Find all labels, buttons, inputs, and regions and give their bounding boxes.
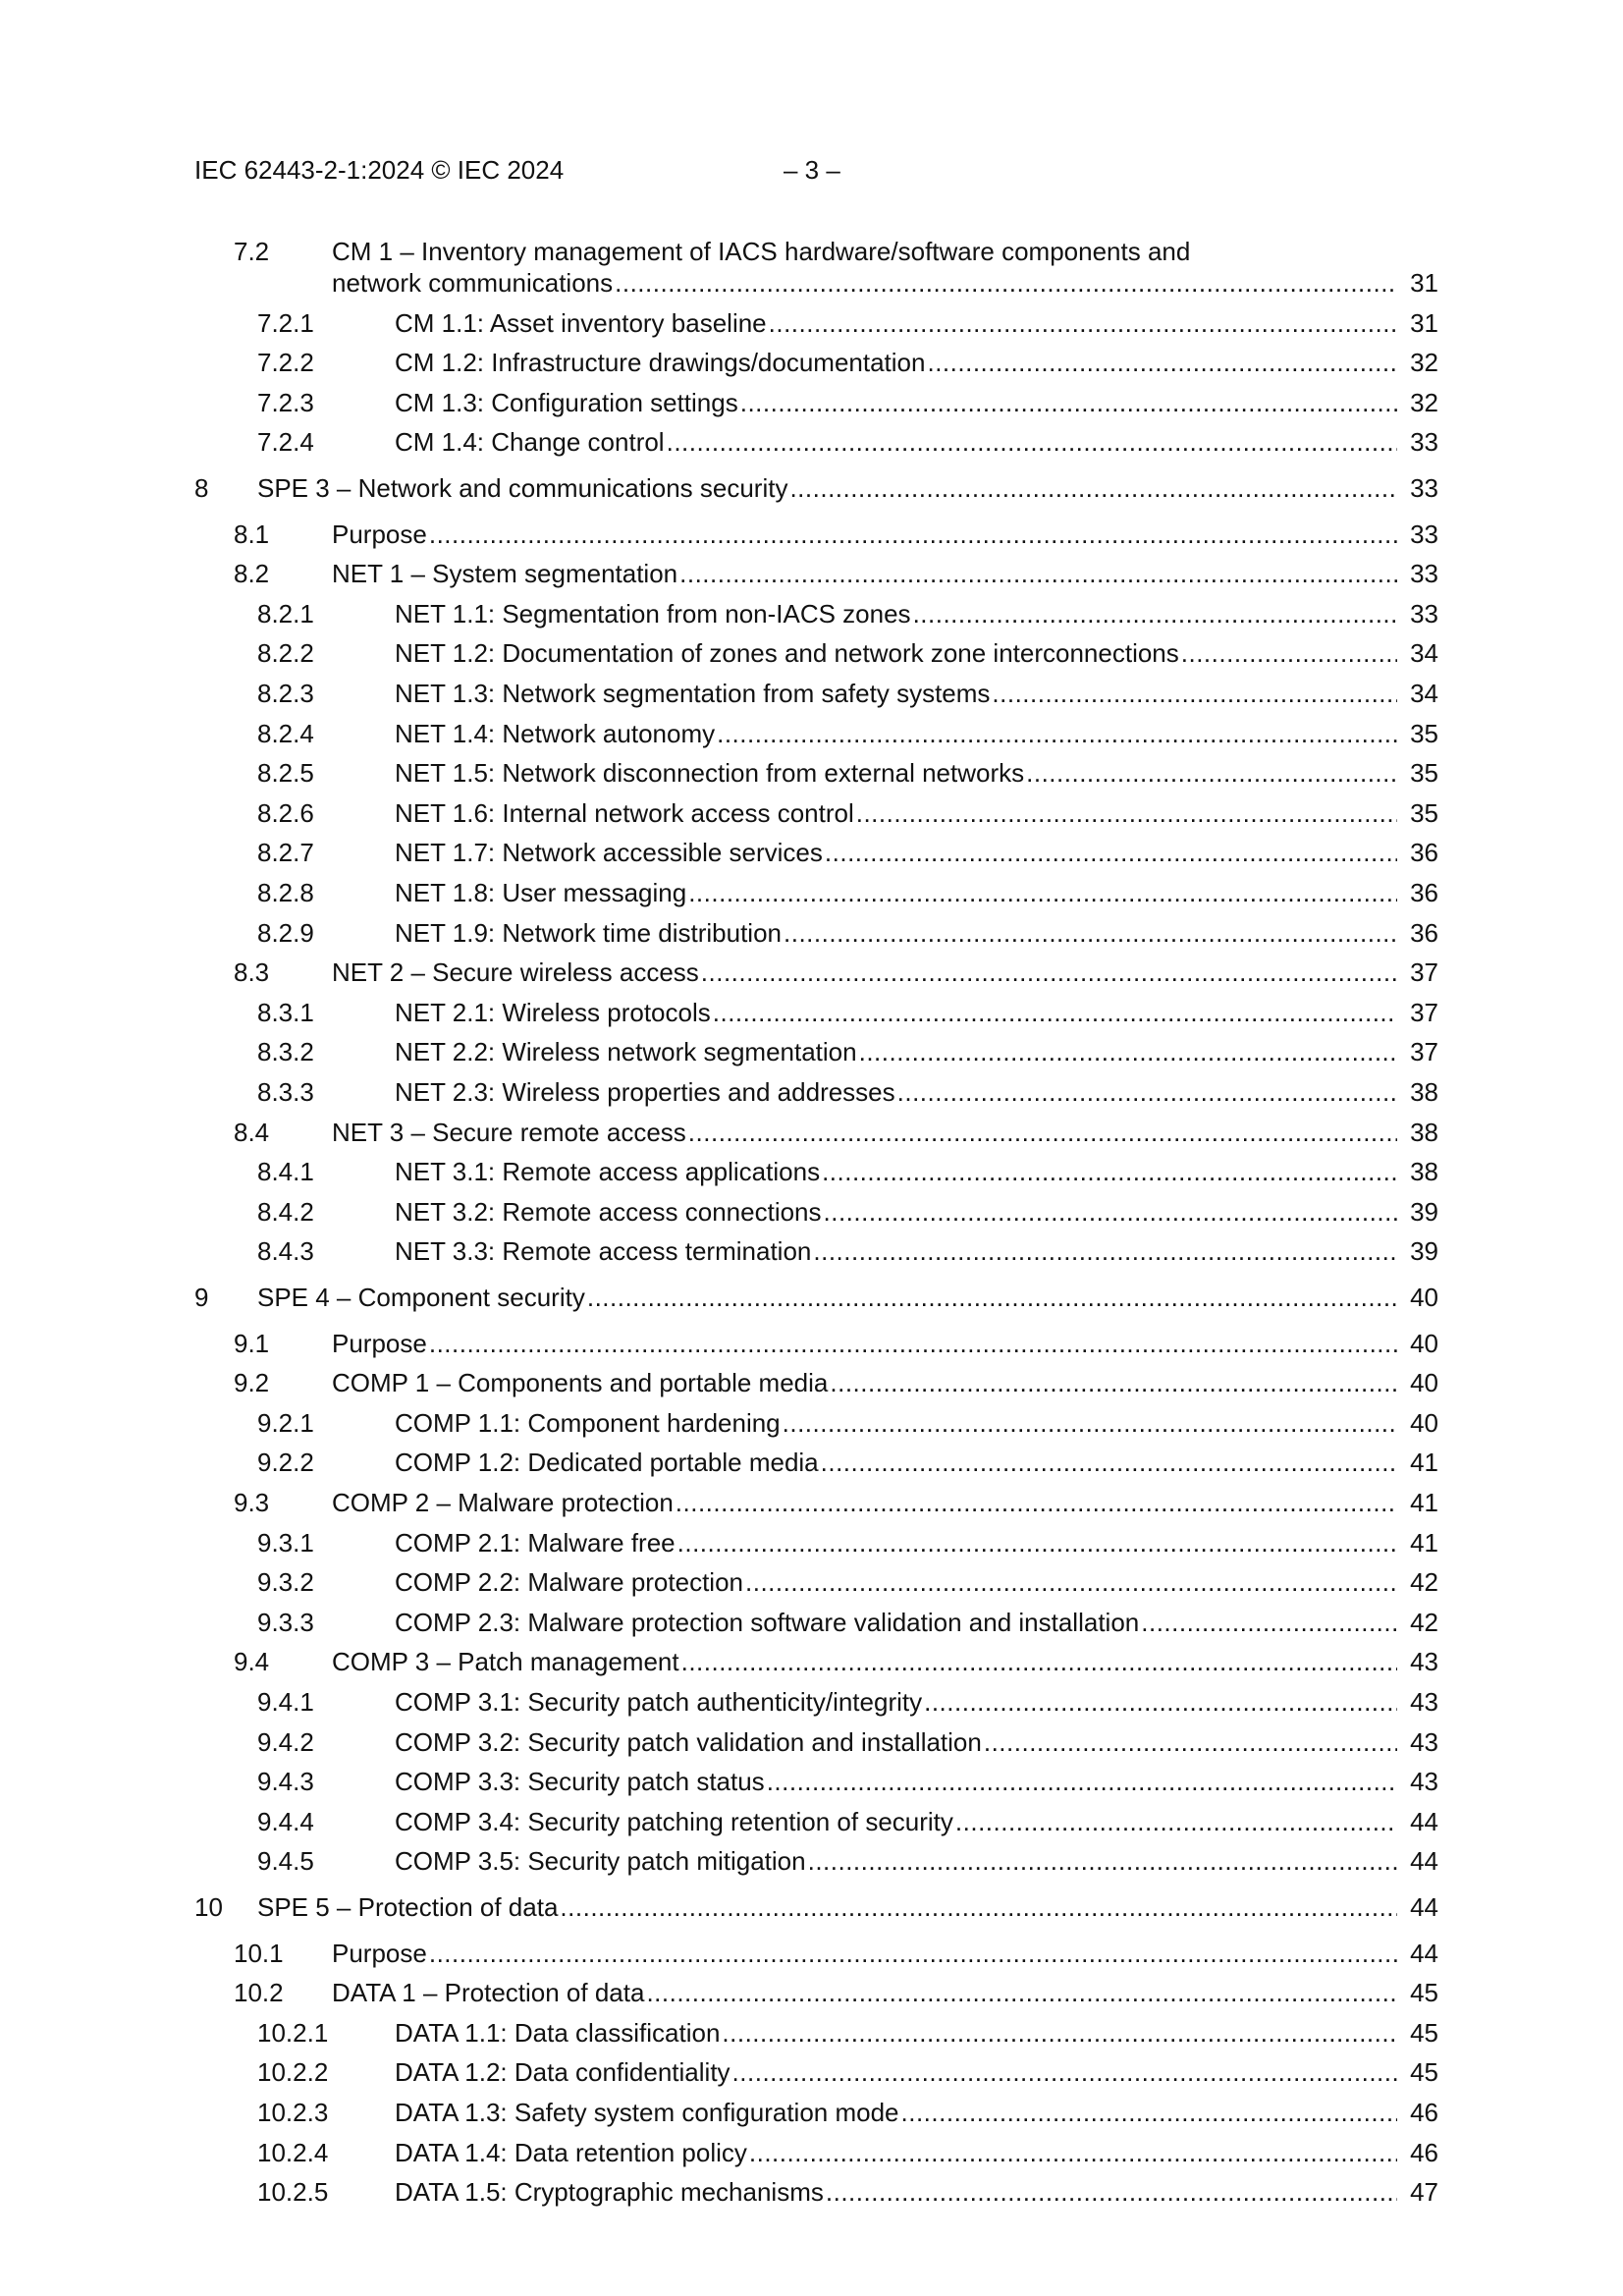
toc-page-number: 33 [1410, 598, 1438, 629]
toc-entry-title: SPE 5 – Protection of data [257, 1892, 559, 1922]
toc-page-number: 44 [1410, 1846, 1438, 1877]
toc-page-number: 35 [1410, 797, 1438, 828]
toc-page-number: 38 [1410, 1117, 1438, 1147]
toc-entry-line [395, 1154, 1438, 1189]
toc-entry-number: 8 [194, 473, 209, 503]
toc-entry-number: 9 [194, 1283, 209, 1312]
toc-leader-dots [688, 1115, 1397, 1150]
toc-leader-dots [924, 1684, 1397, 1720]
toc-entry-number: 8.3 [234, 957, 270, 988]
toc-entry-number: 8.2.9 [257, 917, 314, 948]
toc-entry-title: COMP 3.5: Security patch mitigation [395, 1846, 806, 1877]
toc-entry[interactable] [0, 1644, 1623, 1679]
toc-entry[interactable] [0, 1975, 1623, 2010]
toc-leader-dots [429, 1326, 1397, 1361]
toc-entry-number: 8.2.3 [257, 679, 314, 708]
toc-entry-title: NET 2.2: Wireless network segmentation [395, 1037, 857, 1067]
toc-entry-line [395, 755, 1438, 791]
toc-leader-dots [824, 1194, 1397, 1230]
toc-entry-title: DATA 1.4: Data retention policy [395, 2137, 747, 2167]
toc-entry-number: 7.2.2 [257, 348, 314, 378]
toc-entry[interactable] [0, 1936, 1623, 1971]
toc-page-number: 43 [1410, 1647, 1438, 1677]
toc-entry-title: CM 1.2: Infrastructure drawings/documentation [395, 348, 926, 378]
toc-page-number: 39 [1410, 1236, 1438, 1267]
toc-page-number: 41 [1410, 1527, 1438, 1558]
toc-leader-dots [897, 1074, 1397, 1110]
toc-page-number: 44 [1410, 1892, 1438, 1922]
toc-entry-number: 9.4.4 [257, 1806, 314, 1836]
toc-page-number: 33 [1410, 559, 1438, 589]
toc-entry-number: 9.3 [234, 1488, 270, 1517]
toc-entry[interactable] [0, 265, 1623, 301]
toc-page-number: 45 [1410, 1978, 1438, 2008]
toc-entry-line [332, 955, 1438, 990]
toc-leader-dots [783, 1405, 1397, 1441]
toc-entry-title: DATA 1.2: Data confidentiality [395, 2057, 730, 2088]
toc-entry-number: 8.2 [234, 559, 270, 589]
toc-entry-line [395, 1804, 1438, 1839]
toc-entry[interactable] [0, 556, 1623, 591]
toc-entry-line [395, 676, 1438, 711]
toc-entry-title: NET 3.3: Remote access termination [395, 1236, 812, 1267]
toc-entry-number: 8.4 [234, 1117, 270, 1147]
toc-page-number: 40 [1410, 1368, 1438, 1398]
toc-leader-dots [784, 915, 1397, 951]
toc-page-number: 44 [1410, 1938, 1438, 1968]
toc-leader-dots [767, 1764, 1397, 1799]
toc-page-number: 33 [1410, 473, 1438, 503]
toc-entry-title: Purpose [332, 519, 427, 549]
toc-entry-line [395, 1074, 1438, 1110]
toc-entry-line [395, 795, 1438, 831]
toc-leader-dots [856, 795, 1397, 831]
toc-entry-line [395, 1034, 1438, 1069]
toc-entry[interactable] [0, 1684, 1623, 1720]
toc-entry-title: network communications [332, 268, 614, 298]
toc-entry-title: COMP 2.3: Malware protection software validation and installation [395, 1607, 1140, 1637]
toc-entry[interactable] [0, 596, 1623, 631]
toc-entry-title: NET 2.1: Wireless protocols [395, 997, 711, 1027]
toc-entry-number: 7.2.3 [257, 387, 314, 417]
toc-entry-line [395, 835, 1438, 870]
toc-entry-number: 10.2.1 [257, 2017, 329, 2048]
toc-entry[interactable] [0, 1233, 1623, 1269]
toc-entry[interactable] [0, 2135, 1623, 2170]
toc-entry-title: COMP 2 – Malware protection [332, 1488, 674, 1517]
toc-entry-title: NET 2 – Secure wireless access [332, 957, 699, 988]
toc-entry-title: COMP 3.3: Security patch status [395, 1767, 765, 1797]
toc-entry[interactable] [0, 1365, 1623, 1400]
toc-entry-title: COMP 3.2: Security patch validation and installation [395, 1726, 982, 1757]
toc-leader-dots [992, 676, 1397, 711]
toc-entry[interactable] [0, 1764, 1623, 1799]
toc-page-number: 33 [1410, 427, 1438, 458]
toc-entry-line [395, 385, 1438, 420]
toc-entry-line [257, 470, 1438, 506]
toc-entry-title: Purpose [332, 1328, 427, 1358]
toc-page-number: 41 [1410, 1488, 1438, 1517]
toc-leader-dots [560, 1889, 1397, 1925]
toc-leader-dots [667, 424, 1397, 460]
toc-entry-number: 8.3.2 [257, 1037, 314, 1067]
toc-entry[interactable] [0, 755, 1623, 791]
toc-entry[interactable] [0, 1074, 1623, 1110]
toc-entry-number: 10.1 [234, 1938, 284, 1968]
toc-entry-title: COMP 3.1: Security patch authenticity/integrity [395, 1687, 923, 1717]
toc-entry-title: SPE 3 – Network and communications security [257, 473, 788, 503]
toc-entry-number: 9.4.3 [257, 1767, 314, 1797]
toc-entry-title: COMP 1 – Components and portable media [332, 1368, 829, 1398]
toc-entry[interactable] [0, 716, 1623, 751]
toc-entry-number: 8.2.4 [257, 718, 314, 748]
toc-entry[interactable] [0, 1525, 1623, 1560]
toc-entry-number: 8.4.3 [257, 1236, 314, 1267]
toc-page-number: 35 [1410, 758, 1438, 789]
toc-leader-dots [646, 1975, 1397, 2010]
toc-entry-title: CM 1.3: Configuration settings [395, 387, 738, 417]
toc-entry-number: 8.2.2 [257, 638, 314, 669]
toc-entry-heading[interactable] [0, 234, 1623, 269]
toc-leader-dots [1026, 755, 1397, 791]
toc-leader-dots [927, 345, 1397, 380]
toc-leader-dots [615, 265, 1397, 301]
toc-entry-number: 9.2 [234, 1368, 270, 1398]
toc-page-number: 32 [1410, 387, 1438, 417]
toc-entry-line [332, 1115, 1438, 1150]
toc-entry-title: COMP 1.2: Dedicated portable media [395, 1448, 819, 1478]
toc-entry-number: 8.3.1 [257, 997, 314, 1027]
toc-page-number: 33 [1410, 519, 1438, 549]
toc-entry-title: DATA 1 – Protection of data [332, 1978, 645, 2008]
toc-entry-title: NET 1.7: Network accessible services [395, 838, 823, 868]
toc-page-number: 43 [1410, 1767, 1438, 1797]
toc-entry-line [332, 1975, 1438, 2010]
toc-page-number: 38 [1410, 1077, 1438, 1107]
toc-entry-line [395, 2174, 1438, 2210]
toc-leader-dots [1141, 1605, 1397, 1640]
toc-entry[interactable] [0, 1326, 1623, 1361]
toc-page-number: 39 [1410, 1196, 1438, 1227]
toc-entry-title: NET 3.2: Remote access connections [395, 1196, 822, 1227]
toc-entry-title: NET 1.1: Segmentation from non-IACS zones [395, 598, 911, 629]
toc-entry-number: 9.3.2 [257, 1567, 314, 1598]
toc-leader-dots [913, 596, 1397, 631]
toc-entry-line [395, 305, 1438, 341]
toc-entry[interactable] [0, 995, 1623, 1030]
toc-leader-dots [745, 1564, 1397, 1600]
toc-entry-line [332, 1936, 1438, 1971]
toc-entry-number: 7.2.1 [257, 307, 314, 338]
toc-entry-number: 8.3.3 [257, 1077, 314, 1107]
toc-leader-dots [688, 875, 1397, 910]
toc-leader-dots [713, 995, 1397, 1030]
toc-entry-title: COMP 1.1: Component hardening [395, 1407, 781, 1438]
toc-leader-dots [830, 1365, 1397, 1400]
toc-entry[interactable] [0, 1564, 1623, 1600]
toc-entry-title: NET 3 – Secure remote access [332, 1117, 686, 1147]
toc-entry-title: NET 3.1: Remote access applications [395, 1157, 821, 1187]
toc-page-number: 37 [1410, 997, 1438, 1027]
toc-entry-line [395, 1764, 1438, 1799]
toc-page-number: 38 [1410, 1157, 1438, 1187]
toc-entry-title: NET 1 – System segmentation [332, 559, 678, 589]
toc-entry-title: DATA 1.3: Safety system configuration mode [395, 2098, 899, 2127]
toc-entry[interactable] [0, 1605, 1623, 1640]
toc-entry-title: NET 1.5: Network disconnection from external networks [395, 758, 1025, 789]
toc-entry-number: 9.4.2 [257, 1726, 314, 1757]
toc-entry[interactable] [0, 517, 1623, 552]
toc-entry[interactable] [0, 835, 1623, 870]
toc-entry[interactable] [0, 305, 1623, 341]
toc-entry-line [332, 1326, 1438, 1361]
toc-page-number: 35 [1410, 718, 1438, 748]
toc-leader-dots [955, 1804, 1397, 1839]
toc-entry-number: 10.2.5 [257, 2177, 329, 2208]
toc-entry-line [257, 1280, 1438, 1315]
toc-leader-dots [676, 1485, 1397, 1520]
toc-entry-title: NET 1.4: Network autonomy [395, 718, 716, 748]
toc-entry-line [395, 1724, 1438, 1760]
toc-entry-line [395, 2135, 1438, 2170]
toc-page-number: 46 [1410, 2098, 1438, 2127]
toc-entry[interactable] [0, 1889, 1623, 1925]
toc-entry-title: COMP 3.4: Security patching retention of security [395, 1806, 953, 1836]
toc-page-number: 37 [1410, 957, 1438, 988]
toc-page-number: 40 [1410, 1283, 1438, 1312]
toc-entry-title: CM 1.4: Change control [395, 427, 665, 458]
toc-entry-line [395, 1684, 1438, 1720]
toc-entry-line [395, 345, 1438, 380]
toc-entry-title: DATA 1.1: Data classification [395, 2017, 721, 2048]
toc-entry-title: COMP 2.2: Malware protection [395, 1567, 743, 1598]
toc-leader-dots [826, 2174, 1397, 2210]
toc-leader-dots [740, 385, 1397, 420]
toc-entry[interactable] [0, 875, 1623, 910]
toc-entry[interactable] [0, 1280, 1623, 1315]
toc-entry-line [395, 1194, 1438, 1230]
toc-entry[interactable] [0, 345, 1623, 380]
toc-leader-dots [722, 2015, 1397, 2050]
toc-entry-number: 9.4 [234, 1647, 270, 1677]
toc-page-number: 31 [1410, 307, 1438, 338]
toc-entry-title: SPE 4 – Component security [257, 1283, 585, 1312]
toc-leader-dots [769, 305, 1397, 341]
toc-entry[interactable] [0, 2174, 1623, 2210]
toc-entry-line [395, 635, 1438, 671]
toc-page-number: 43 [1410, 1687, 1438, 1717]
page-header [194, 155, 882, 191]
toc-leader-dots [587, 1280, 1397, 1315]
toc-page-number: 44 [1410, 1806, 1438, 1836]
toc-entry-number: 10.2.2 [257, 2057, 329, 2088]
toc-entry-number: 9.2.1 [257, 1407, 314, 1438]
toc-entry[interactable] [0, 1154, 1623, 1189]
toc-entry-number: 8.2.5 [257, 758, 314, 789]
toc-entry-line [395, 424, 1438, 460]
toc-leader-dots [679, 556, 1397, 591]
toc-page-number: 36 [1410, 878, 1438, 907]
toc-entry-number: 8.2.1 [257, 598, 314, 629]
toc-entry-line [332, 1644, 1438, 1679]
toc-leader-dots [749, 2135, 1397, 2170]
toc-entry-line [332, 556, 1438, 591]
toc-entry-title: COMP 3 – Patch management [332, 1647, 679, 1677]
toc-page-number: 45 [1410, 2057, 1438, 2088]
toc-page-number: 34 [1410, 679, 1438, 708]
toc-leader-dots [984, 1724, 1397, 1760]
toc-entry-number: 8.2.6 [257, 797, 314, 828]
toc-entry-title: COMP 2.1: Malware free [395, 1527, 676, 1558]
toc-entry[interactable] [0, 385, 1623, 420]
toc-entry-title: CM 1.1: Asset inventory baseline [395, 307, 767, 338]
toc-entry-number: 9.2.2 [257, 1448, 314, 1478]
toc-entry-line [395, 915, 1438, 951]
toc-entry[interactable] [0, 1485, 1623, 1520]
toc-page-number: 42 [1410, 1607, 1438, 1637]
toc-leader-dots [429, 517, 1397, 552]
toc-entry-line [395, 2015, 1438, 2050]
toc-entry[interactable] [0, 1724, 1623, 1760]
toc-page-number: 46 [1410, 2137, 1438, 2167]
toc-entry-title: DATA 1.5: Cryptographic mechanisms [395, 2177, 824, 2208]
toc-entry-title: NET 2.3: Wireless properties and addresses [395, 1077, 895, 1107]
toc-leader-dots [677, 1525, 1397, 1560]
toc-leader-dots [808, 1843, 1397, 1879]
toc-page-number: 36 [1410, 838, 1438, 868]
toc-entry-title: NET 1.2: Documentation of zones and network zone interconnections [395, 638, 1179, 669]
toc-page-number: 41 [1410, 1448, 1438, 1478]
toc-leader-dots [859, 1034, 1397, 1069]
toc-leader-dots [813, 1233, 1397, 1269]
toc-entry-line [395, 875, 1438, 910]
toc-entry[interactable] [0, 470, 1623, 506]
toc-page-number: 47 [1410, 2177, 1438, 2208]
toc-entry-line [395, 1605, 1438, 1640]
toc-entry-number: 9.3.3 [257, 1607, 314, 1637]
toc-entry[interactable] [0, 1445, 1623, 1480]
toc-entry-line [395, 1843, 1438, 1879]
toc-leader-dots [789, 470, 1397, 506]
toc-entry[interactable] [0, 2015, 1623, 2050]
toc-entry[interactable] [0, 795, 1623, 831]
toc-entry[interactable] [0, 2095, 1623, 2130]
toc-entry[interactable] [0, 2054, 1623, 2090]
toc-entry-number: 9.4.5 [257, 1846, 314, 1877]
toc-entry-number: 8.4.2 [257, 1196, 314, 1227]
toc-entry[interactable] [0, 1115, 1623, 1150]
toc-entry-title: NET 1.6: Internal network access control [395, 797, 854, 828]
toc-entry-number: 8.2.8 [257, 878, 314, 907]
toc-entry[interactable] [0, 1843, 1623, 1879]
toc-entry-line [395, 1233, 1438, 1269]
toc-entry-line [395, 716, 1438, 751]
toc-entry-number: 8.1 [234, 519, 270, 549]
toc-leader-dots [681, 1644, 1397, 1679]
toc-entry-number: 10 [194, 1892, 223, 1922]
toc-entry-number: 9.4.1 [257, 1687, 314, 1717]
toc-entry-line [395, 1564, 1438, 1600]
toc-leader-dots [717, 716, 1397, 751]
toc-entry-number: 9.1 [234, 1328, 270, 1358]
toc-entry-title: NET 1.8: User messaging [395, 878, 687, 907]
toc-entry[interactable] [0, 955, 1623, 990]
toc-leader-dots [429, 1936, 1397, 1971]
toc-leader-dots [822, 1154, 1397, 1189]
toc-entry-number: 7.2.4 [257, 427, 314, 458]
toc-entry-number: 7.2 [234, 237, 270, 266]
toc-page-number: 36 [1410, 917, 1438, 948]
toc-entry-line [395, 1445, 1438, 1480]
header-page-number: – 3 – [784, 155, 840, 185]
toc-page-number: 43 [1410, 1726, 1438, 1757]
toc-entry-line [395, 995, 1438, 1030]
toc-entry-line [395, 1405, 1438, 1441]
toc-leader-dots [732, 2054, 1397, 2090]
toc-leader-dots [1181, 635, 1397, 671]
toc-entry-line [332, 1485, 1438, 1520]
toc-entry-line [332, 517, 1438, 552]
toc-entry[interactable] [0, 676, 1623, 711]
toc-entry[interactable] [0, 1194, 1623, 1230]
toc-entry-line [257, 1889, 1438, 1925]
toc-page-number: 34 [1410, 638, 1438, 669]
toc-entry[interactable] [0, 424, 1623, 460]
toc-page-number: 31 [1410, 268, 1438, 298]
toc-entry-number: 10.2 [234, 1978, 284, 2008]
toc-entry-line [395, 2095, 1438, 2130]
toc-page-number: 40 [1410, 1407, 1438, 1438]
toc-page-number: 42 [1410, 1567, 1438, 1598]
toc-entry-line [395, 2054, 1438, 2090]
toc-entry-number: 8.2.7 [257, 838, 314, 868]
toc-entry-line [332, 265, 1438, 301]
toc-entry[interactable] [0, 635, 1623, 671]
toc-entry-line [395, 1525, 1438, 1560]
toc-page-number: 45 [1410, 2017, 1438, 2048]
toc-entry-line [332, 1365, 1438, 1400]
toc-entry-number: 8.4.1 [257, 1157, 314, 1187]
toc-page-number: 40 [1410, 1328, 1438, 1358]
header-standard-id: IEC 62443-2-1:2024 © IEC 2024 [194, 155, 565, 185]
toc-entry-number: 10.2.4 [257, 2137, 329, 2167]
toc-entry-number: 9.3.1 [257, 1527, 314, 1558]
toc-entry[interactable] [0, 1034, 1623, 1069]
toc-entry-line [395, 596, 1438, 631]
toc-entry-title: Purpose [332, 1938, 427, 1968]
toc-leader-dots [825, 835, 1397, 870]
toc-leader-dots [821, 1445, 1397, 1480]
toc-page-number: 37 [1410, 1037, 1438, 1067]
toc-entry-title-line1: CM 1 – Inventory management of IACS hardware/software components and [332, 237, 1191, 266]
toc-page-number: 32 [1410, 348, 1438, 378]
toc-leader-dots [701, 955, 1397, 990]
toc-entry[interactable] [0, 1804, 1623, 1839]
toc-entry-title: NET 1.9: Network time distribution [395, 917, 782, 948]
toc-entry[interactable] [0, 915, 1623, 951]
toc-entry-number: 10.2.3 [257, 2098, 329, 2127]
toc-entry[interactable] [0, 1405, 1623, 1441]
toc-entry-title: NET 1.3: Network segmentation from safety systems [395, 679, 991, 708]
toc-leader-dots [901, 2095, 1398, 2130]
